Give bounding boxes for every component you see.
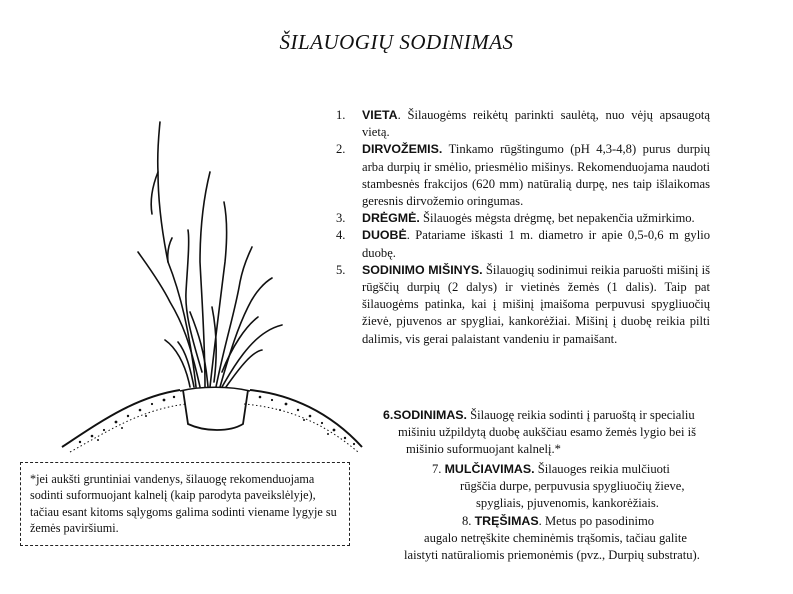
item8-line2: augalo netręškite cheminėmis trąšomis, tačiau galite	[424, 531, 687, 545]
item7-line2: rūgščia durpe, perpuvusia spygliuočių žieve,	[460, 479, 685, 493]
list-item: 2. DIRVOŽEMIS. Tinkamo rūgštingumo (pH 4,3-4,8) purus durpių arba durpių ir smėlio, priesmėlio mišinys. Rekomenduojama naudoti stambesnės frakcijos (620 mm) natūralią durpę, nes taip išlaikomas geresnis dirvožemio oringumas.	[336, 142, 710, 209]
item8-line3: laistyti natūraliomis priemonėmis (pvz., Durpių substratu).	[404, 548, 700, 562]
list-item: 4. DUOBĖ. Patariame iškasti 1 m. diametro ir apie 0,5-0,6 m gylio duobę.	[336, 228, 710, 260]
instructions-list	[336, 107, 710, 348]
list-item: 5. SODINIMO MIŠINYS. Šilauogių sodinimui reikia paruošti mišinį iš rūgščių durpių (2 dalys) ir vietinės žemės (1 dalis). Taip pat šilauogėms patinka, kai į mišinį įmaišoma perpuvusi spygliuočių žievė, pjuvenos ar spygliai, kankorėžiai. Mišinį į duobę reikia pilti dalimis, vis gerai palaistant vandeniu ir pamaišant.	[336, 262, 711, 346]
item8-line1: 8. TRĘŠIMAS. Metus po pasodinimo	[462, 514, 655, 528]
item6-line2: mišiniu užpildytą duobę aukščiau esamo žemės lygio bei iš	[398, 425, 696, 439]
root-ball	[183, 390, 248, 430]
list-item: 3. DRĖGMĖ. Šilauogės mėgsta drėgmę, bet nepakenčia užmirkimo.	[336, 211, 695, 226]
item6-line1: 6.SODINIMAS. Šilauogę reikia sodinti į paruoštą ir specialiu	[383, 408, 695, 422]
item7-line3: spygliais, pjuvenomis, kankorėžiais.	[476, 496, 659, 510]
footnote-box: *jei aukšti gruntiniai vandenys, šilauogę rekomenduojama sodinti suformuojant kalnelį (kaip parodyta paveikslėlyje), tačiau esant kitoms sąlygoms galima sodinti viename lygyje su žemės paviršiumi.	[20, 462, 350, 546]
shrub-branches	[138, 122, 282, 387]
item7-line1: 7. MULČIAVIMAS. Šilauoges reikia mulčiuoti	[432, 462, 670, 476]
item6-line3: mišinio suformuojant kalnelį.*	[406, 442, 561, 456]
list-item: 1. VIETA. Šilauogėms reikėtų parinkti saulėtą, nuo vėjų apsaugotą vietą.	[336, 108, 710, 140]
page-title: ŠILAUOGIŲ SODINIMAS	[279, 30, 514, 54]
